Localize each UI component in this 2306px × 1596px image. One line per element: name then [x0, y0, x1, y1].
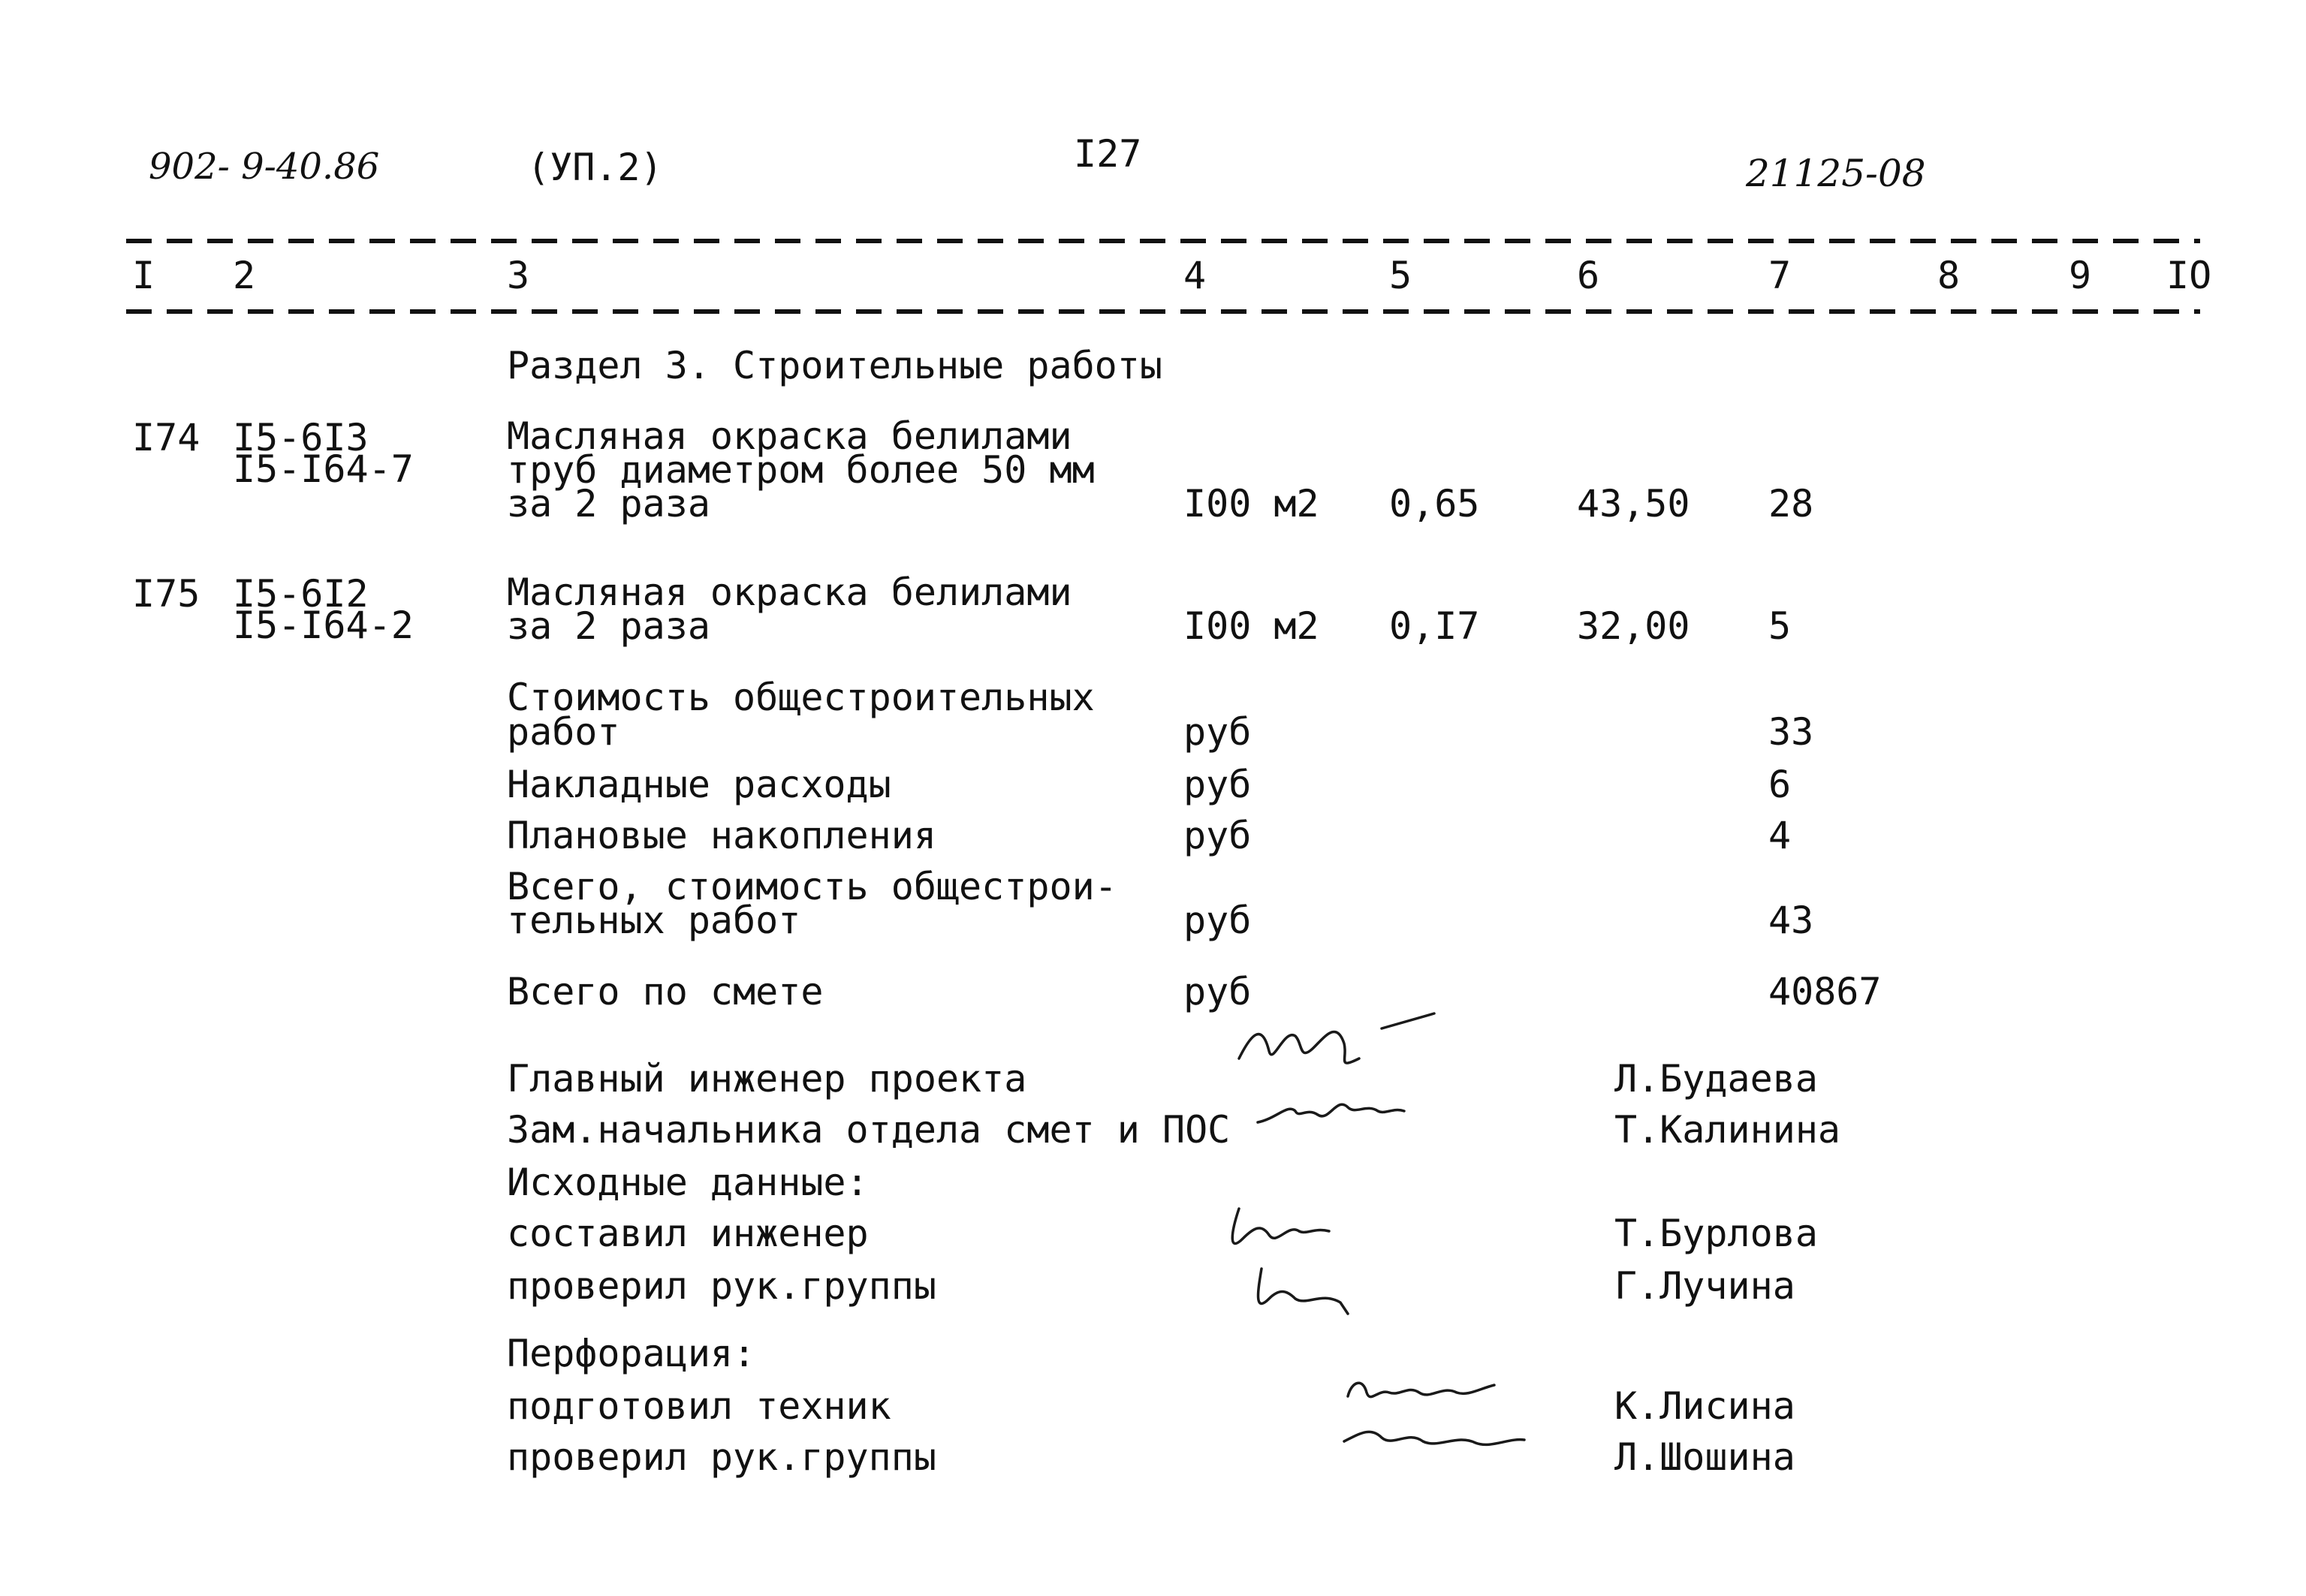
item-code: I5-I64-2: [233, 604, 414, 647]
summary-value: 33: [1768, 710, 1814, 754]
signature-name: К.Лисина: [1614, 1384, 1795, 1428]
summary-unit: руб: [1183, 710, 1252, 754]
summary-unit: руб: [1183, 814, 1252, 857]
signature-name: Л.Шошина: [1614, 1435, 1795, 1479]
signature-role: составил инженер: [507, 1212, 869, 1255]
item-description: труб диаметром более 50 мм: [507, 448, 1095, 492]
item-description: за 2 раза: [507, 604, 710, 648]
handwritten-signature: [1254, 1081, 1419, 1134]
volume-label: (УП.2): [527, 146, 663, 189]
column-number: 7: [1768, 254, 1792, 297]
item-total: 28: [1768, 482, 1814, 525]
item-description: Масляная окраска белилами: [507, 414, 1072, 458]
signature-name: Т.Калинина: [1614, 1108, 1841, 1152]
signature-role: подготовил техник: [507, 1384, 891, 1428]
item-unit: I00 м2: [1183, 604, 1319, 648]
summary-label: Накладные расходы: [507, 763, 891, 806]
signature-role: проверил рук.группы: [507, 1264, 936, 1308]
document-code: 902- 9-40.86: [149, 146, 380, 188]
summary-value: 4: [1768, 814, 1792, 857]
column-number: 8: [1937, 254, 1961, 297]
section-title: Раздел 3. Строительные работы: [507, 344, 1162, 387]
summary-unit: руб: [1183, 899, 1252, 942]
column-number: 2: [233, 254, 256, 297]
table-top-rule: [126, 239, 2200, 243]
signature-name: Л.Будаева: [1614, 1057, 1818, 1101]
column-number: 6: [1577, 254, 1600, 297]
summary-label: Плановые накопления: [507, 814, 936, 857]
summary-value: 6: [1768, 763, 1792, 806]
column-number: IO: [2166, 254, 2212, 297]
item-quantity: 0,65: [1389, 482, 1480, 525]
summary-label: Всего по смете: [507, 970, 824, 1013]
item-description: Масляная окраска белилами: [507, 571, 1072, 614]
summary-value: 43: [1768, 899, 1814, 942]
item-code: I5-I64-7: [233, 447, 414, 491]
signature-role: Зам.начальника отдела смет и ПОС: [507, 1108, 1231, 1152]
table-header-rule: [126, 309, 2200, 314]
column-number: 5: [1389, 254, 1412, 297]
summary-label: тельных работ: [507, 899, 801, 942]
signature-name: Т.Бурлова: [1614, 1212, 1818, 1255]
signature-role: Главный инженер проекта: [507, 1057, 1027, 1101]
handwritten-signature: [1231, 1006, 1442, 1089]
item-unit-price: 43,50: [1577, 482, 1690, 525]
item-description: за 2 раза: [507, 482, 710, 525]
summary-label: Стоимость общестроительных: [507, 676, 1095, 719]
item-number: I75: [132, 572, 200, 616]
column-number: I: [132, 254, 155, 297]
signature-role: проверил рук.группы: [507, 1435, 936, 1479]
signature-role: Исходные данные:: [507, 1161, 869, 1204]
summary-label: работ: [507, 710, 620, 754]
handwritten-signature: [1337, 1359, 1532, 1456]
item-unit: I00 м2: [1183, 482, 1319, 525]
item-code: I5-6I3: [233, 416, 369, 459]
column-number: 9: [2069, 254, 2092, 297]
summary-unit: руб: [1183, 763, 1252, 806]
column-number: 3: [507, 254, 530, 297]
summary-label: Всего, стоимость общестрои-: [507, 865, 1117, 908]
item-code: I5-6I2: [233, 572, 369, 616]
item-number: I74: [132, 416, 200, 459]
item-total: 5: [1768, 604, 1792, 648]
summary-unit: руб: [1183, 970, 1252, 1013]
page-number: I27: [1074, 132, 1142, 176]
order-number: 21125-08: [1746, 152, 1926, 195]
item-unit-price: 32,00: [1577, 604, 1690, 648]
signature-role: Перфорация:: [507, 1332, 756, 1375]
column-number: 4: [1183, 254, 1207, 297]
handwritten-signature: [1216, 1194, 1367, 1329]
item-quantity: 0,I7: [1389, 604, 1480, 648]
summary-value: 40867: [1768, 970, 1882, 1013]
signature-name: Г.Лучина: [1614, 1264, 1795, 1308]
